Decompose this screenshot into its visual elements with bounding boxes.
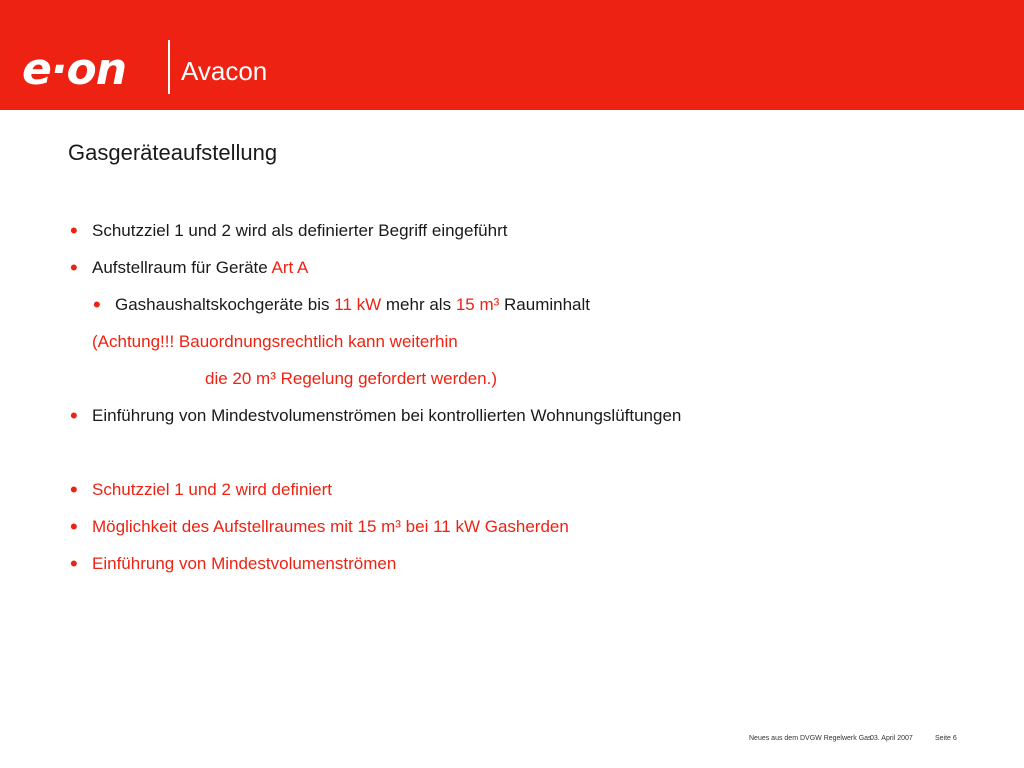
bullet-icon: • [70,218,78,243]
power-value: 11 kW [334,295,382,314]
bullet-icon: • [70,477,78,502]
volume-value: 15 m³ [455,295,500,314]
footer-date: 03. April 2007 [870,735,913,742]
subbrand-label: Avacon [181,56,268,86]
eon-logo: e·on [22,44,127,95]
logo-divider [168,40,170,94]
header-bar [0,0,1024,110]
list-item [92,257,308,279]
bullet-icon: • [70,403,78,428]
list-item: Einführung von Mindestvolumenströmen [92,554,397,573]
list-item: Schutzziel 1 und 2 wird definiert [92,480,333,499]
list-item: Schutzziel 1 und 2 wird als definierter Begriff eingeführt [92,221,508,240]
sub-bullet-icon: • [93,292,101,317]
note-line: die 20 m³ Regelung gefordert werden.) [205,369,497,388]
list-item-text: Aufstellraum für Geräte [92,258,272,277]
note-line: (Achtung!!! Bauordnungsrechtlich kann weiterhin [92,332,458,351]
list-item: Einführung von Mindestvolumenströmen bei kontrollierten Wohnungslüftungen [92,406,682,425]
list-item-highlight: Art A [271,258,309,277]
sub-item-text: mehr als [381,295,456,314]
sub-item-text: Gashaushaltskochgeräte bis [115,295,335,314]
slide-title: Gasgeräteaufstellung [68,140,278,165]
sub-item-text: Rauminhalt [499,295,590,314]
bullet-icon: • [70,255,78,280]
footer-source: Neues aus dem DVGW Regelwerk Gas [749,735,872,742]
bullet-icon: • [70,551,78,576]
footer-page: Seite 6 [935,735,957,742]
list-item: Möglichkeit des Aufstellraumes mit 15 m³ bei 11 kW Gasherden [92,517,569,536]
sub-list-item [115,294,590,316]
bullet-icon: • [70,514,78,539]
